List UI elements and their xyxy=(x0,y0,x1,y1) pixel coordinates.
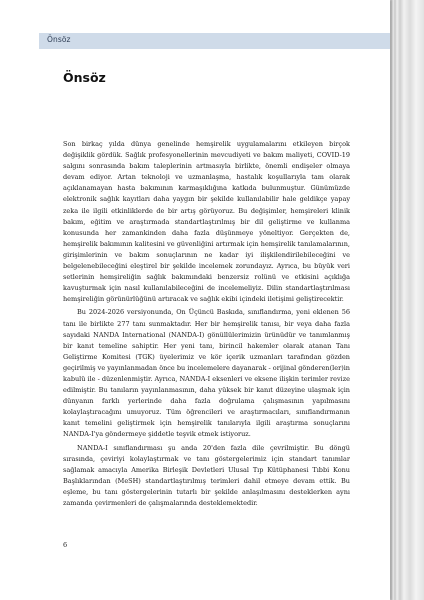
preface-body xyxy=(63,139,350,509)
running-header xyxy=(39,33,390,49)
page-number: 6 xyxy=(63,541,68,549)
page-title: Önsöz xyxy=(63,70,106,85)
book-page-edges xyxy=(390,0,424,600)
paragraph: Son birkaç yılda dünya genelinde hemşirelik uygulamalarını etkileyen birçok değişiklik gördük. Sağlık profesyonellerinin mevcudiyeti ve bakım maliyeti, COVID-19 salgını sonrasında bakım taleplerinin artmasıyla birlikte, önemli endişeler olmaya devam ediyor. Artan teknoloji ve uzmanlaşma, hastalık koşullarıyla tam olarak açıklanamayan hasta bakımının karmaşıklığına katkıda bulunmuştur. Günümüzde elektronik sağlık kayıtları daha yaygın bir şekilde kullanılabilir hale geldikçe yapay zeka ile ilgili etkinliklerde de bir artış görüyoruz. Bu değişimler, hemşireleri klinik bakım, eğitim ve araştırmada standartlaştırılmış bir dil geliştirme ve kullanma konusunda her zamankinden daha fazla düşünmeye yöneltiyor. Gerçekten de, hemşirelik bakımının kalitesini ve güvenliğini artırmak için hemşirelik tanılamalarının, girişimlerinin ve bakım sonuçlarının ne kadar iyi ilişkilendirilebileceğini ve belgelenebileceğini eleştirel bir şekilde incelemek zorundayız. Ayrıca, bu büyük veri setlerinin hemşireliğin sağlık bakımındaki benzersiz rolünü ve etkisini açıklığa kavuşturmak için nasıl kullanılabileceğini de incelemeliyiz. Dilin standartlaştırılması hemşireliğin görünürlüğünü artıracak ve sağlık ekibi içindeki iletişimi geliştirecektir. xyxy=(63,140,350,304)
paragraph: Bu 2024-2026 versiyonunda, On Üçüncü Baskıda, sınıflandırma, yeni eklenen 56 tanı ile birlikte 277 tanı sunmaktadır. Her bir hemşirelik tanısı, bir veya daha fazla sayıdaki NANDA International (NANDA-I) gönüllülerimizin ürünüdür ve tanımlanmış bir kanıt temeline sahiptir. Her yeni tanı, birincil hakemler olarak atanan Tanı Geliştirme Komitesi (TGK) üyelerimiz ve kör içerik uzmanları tarafından gözden geçirilmiş ve yayınlanmadan önce bu incelemelere dayanarak - orijinal gönderen(ler)in kabulü ile - düzenlenmiştir. Ayrıca, NANDA-I eksenleri ve eksene ilişkin terimler revize edilmiştir. Bu tanıların yayınlanmasının, daha yüksek bir kanıt düzeyine ulaşmak için dünyanın farklı yerlerinde daha fazla doğrulama çalışmasının yapılmasını kolaylaştıracağını umuyoruz. Tüm öğrencileri ve araştırmacıları, sınıflandırmanın kanıt temelini geliştirmek için hemşirelik tanılarıyla ilgili araştırma sonuçlarını NANDA-I'ya göndermeye şiddetle teşvik etmek istiyoruz. xyxy=(63,308,350,439)
paragraph: NANDA-I sınıflandırması şu anda 20'den fazla dile çevrilmiştir. Bu döngü sırasında, çeviriyi kolaylaştırmak ve tanı göstergelerimiz için standart tanımlar sağlamak amacıyla Amerika Birleşik Devletleri Ulusal Tıp Kütüphanesi Tıbbi Konu Başlıklarından (MeSH) standartlaştırılmış terimleri dahil etmeye devam ettik. Bu eşleme, bu tanı göstergelerinin tutarlı bir şekilde anlaşılmasını desteklerken aynı zamanda çevirmenleri de çalışmalarında desteklemektedir. xyxy=(63,443,350,507)
running-header-label: Önsöz xyxy=(47,35,71,44)
